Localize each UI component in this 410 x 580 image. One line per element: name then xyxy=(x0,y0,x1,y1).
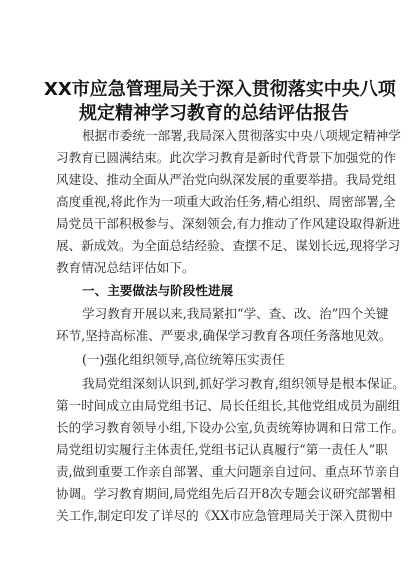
subsection-heading: (一)强化组织领导,高位统筹压实责任 xyxy=(82,352,285,367)
text-line: 习教育已圆满结束。此次学习教育是新时代背景下加强党的作 xyxy=(56,150,397,165)
text-line: 环节,坚持高标准、严要求,确保学习教育各项任务落地见效。 xyxy=(56,328,392,343)
text-line: 局党组切实履行主体责任,党组书记认真履行“第一责任人”职 xyxy=(56,442,388,457)
text-line: 关工作,制定印发了详尽的《XX市应急管理局关于深入贯彻中 xyxy=(56,508,393,523)
text-line: 高度重视,将此作为一项重大政治任务,精心组织、周密部署,全 xyxy=(56,194,396,209)
section-heading: 一、主要做法与阶段性进展 xyxy=(82,283,234,298)
text-line: 展、新成效。为全面总结经验、查摆不足、谋划长远,现将学习 xyxy=(56,238,401,253)
text-line: 局党员干部积极参与、深刻领会,有力推动了作风建设取得新进 xyxy=(56,216,401,231)
document-title-line-1: XX市应急管理局关于深入贯彻落实中央八项 xyxy=(44,79,396,100)
text-line: 我局党组深刻认识到,抓好学习教育,组织领导是根本保证。 xyxy=(82,376,405,391)
document-title-line-2: 规定精神学习教育的总结评估报告 xyxy=(79,103,349,124)
text-line: 风建设、推动全面从严治党向纵深发展的重要举措。我局党组 xyxy=(56,172,397,187)
text-line: 责,做到重要工作亲自部署、重大问题亲自过问、重点环节亲自 xyxy=(56,464,401,479)
text-line: 第一时间成立由局党组书记、局长任组长,其他党组成员为副组 xyxy=(56,398,401,413)
text-line: 协调。学习教育期间,局党组先后召开8次专题会议研究部署相 xyxy=(56,486,396,501)
text-line: 教育情况总结评估如下。 xyxy=(56,260,195,275)
text-line: 根据市委统一部署,我局深入贯彻落实中央八项规定精神学 xyxy=(82,128,401,143)
text-line: 学习教育开展以来,我局紧扣“学、查、改、治”四个关键 xyxy=(82,306,389,321)
text-line: 长的学习教育领导小组,下设办公室,负责统筹协调和日常工作。 xyxy=(56,420,405,435)
